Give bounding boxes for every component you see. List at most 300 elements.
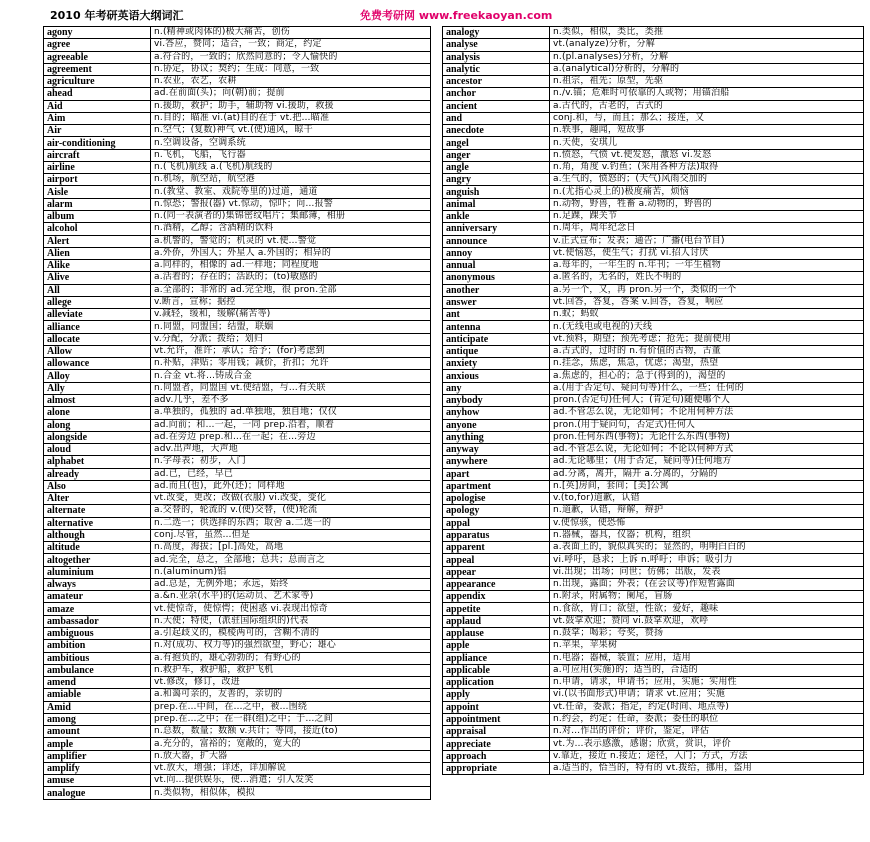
vocab-row xyxy=(44,713,431,725)
headword: among xyxy=(44,713,151,725)
headword: appointment xyxy=(443,713,550,725)
headword: ambition xyxy=(44,640,151,652)
headword: apartment xyxy=(443,480,550,492)
definition: a.外侨，外国人；外星人 a.外国的；相异的 xyxy=(151,247,431,259)
definition: a.表面上的，貌似真实的；显然的，明明白白的 xyxy=(550,542,864,554)
definition: ad.完全，总之，全部地；总共；总而言之 xyxy=(151,554,431,566)
headword: allocate xyxy=(44,333,151,345)
headword: anyway xyxy=(443,444,550,456)
definition: vt.向…提供娱乐，使…消遣；引人发笑 xyxy=(151,775,431,787)
vocab-row xyxy=(443,309,864,321)
headword: already xyxy=(44,468,151,480)
vocab-row xyxy=(443,88,864,100)
definition: vt.回答，答复，答案 v.回答，答复，响应 xyxy=(550,296,864,308)
headword: applause xyxy=(443,628,550,640)
headword: appear xyxy=(443,566,550,578)
headword: anniversary xyxy=(443,223,550,235)
headword: antique xyxy=(443,345,550,357)
vocab-row xyxy=(443,186,864,198)
definition: n.目的；瞄准 vi.(at)目的在于 vt.把…瞄准 xyxy=(151,112,431,124)
headword: anyone xyxy=(443,419,550,431)
headword: aluminium xyxy=(44,566,151,578)
vocab-row xyxy=(443,505,864,517)
headword: apologise xyxy=(443,493,550,505)
definition: prep.在…中间，在…之中，被…围绕 xyxy=(151,701,431,713)
headword: Alloy xyxy=(44,370,151,382)
headword: always xyxy=(44,578,151,590)
definition: n.机场，航空站，航空港 xyxy=(151,174,431,186)
definition: n.蚁；蚂蚁 xyxy=(550,309,864,321)
definition: n.足踝，踝关节 xyxy=(550,210,864,222)
vocab-row xyxy=(44,284,431,296)
definition: n.空气；(复数)神气 vt.(使)通风，晾干 xyxy=(151,125,431,137)
vocab-row xyxy=(443,125,864,137)
vocab-row xyxy=(443,517,864,529)
headword: amuse xyxy=(44,775,151,787)
vocab-row xyxy=(44,738,431,750)
definition: n.角，角度 v.钓鱼；(采用各种方法)取得 xyxy=(550,161,864,173)
definition: n./v.锚；危难时可依靠的人或物；用锚泊船 xyxy=(550,88,864,100)
headword: approach xyxy=(443,750,550,762)
headword: anxious xyxy=(443,370,550,382)
definition: a.古代的，古老的，古式的 xyxy=(550,100,864,112)
definition: n.(尤指心灵上的)极度痛苦，烦恼 xyxy=(550,186,864,198)
definition: n.附录，附属物；阑尾，盲肠 xyxy=(550,591,864,603)
vocab-row xyxy=(443,554,864,566)
headword: anything xyxy=(443,431,550,443)
vocab-row xyxy=(44,628,431,640)
definition: n.救护车，救护船，救护飞机 xyxy=(151,664,431,676)
headword: apparent xyxy=(443,542,550,554)
definition: v.正式宣布；发表；通告；广播(电台节目) xyxy=(550,235,864,247)
definition: n.苹果，苹果树 xyxy=(550,640,864,652)
vocab-row xyxy=(443,480,864,492)
vocab-row xyxy=(44,198,431,210)
headword: alternative xyxy=(44,517,151,529)
headword: anecdote xyxy=(443,125,550,137)
vocab-row xyxy=(44,726,431,738)
definition: n.援助，救护；助手，辅助物 vi.援助，救援 xyxy=(151,100,431,112)
headword: alleviate xyxy=(44,309,151,321)
definition: n.申请，请求，申请书；应用，实施；实用性 xyxy=(550,677,864,689)
vocab-row xyxy=(44,701,431,713)
headword: and xyxy=(443,112,550,124)
vocab-row xyxy=(443,321,864,333)
vocab-row xyxy=(443,358,864,370)
headword: agreeable xyxy=(44,51,151,63)
definition: ad.总是，无例外地；永远，始终 xyxy=(151,578,431,590)
headword: amplifier xyxy=(44,750,151,762)
vocab-row xyxy=(443,664,864,676)
definition: n.酒精，乙醇；含酒精的饮料 xyxy=(151,223,431,235)
headword: angel xyxy=(443,137,550,149)
headword: alphabet xyxy=(44,456,151,468)
vocab-row xyxy=(443,333,864,345)
headword: All xyxy=(44,284,151,296)
vocab-row xyxy=(443,296,864,308)
headword: alliance xyxy=(44,321,151,333)
headword: appearance xyxy=(443,578,550,590)
vocab-row xyxy=(443,63,864,75)
definition: pron.(否定句)任何人；(肯定句)随便哪个人 xyxy=(550,394,864,406)
vocab-row xyxy=(44,431,431,443)
definition: n.周年，周年纪念日 xyxy=(550,223,864,235)
vocab-row xyxy=(443,431,864,443)
headword: agreement xyxy=(44,63,151,75)
definition: n.高度，海拔；[pl.]高处，高地 xyxy=(151,542,431,554)
definition: n.同盟，同盟国；结盟，联姻 xyxy=(151,321,431,333)
headword: anguish xyxy=(443,186,550,198)
headword: Aid xyxy=(44,100,151,112)
definition: vi.(以书面形式)申请；请求 vt.应用；实施 xyxy=(550,689,864,701)
definition: n.对…作出的评价；评价，鉴定，评估 xyxy=(550,726,864,738)
vocab-row xyxy=(443,591,864,603)
vocab-row xyxy=(44,247,431,259)
definition: vt.放大，增强；详述，详加解说 xyxy=(151,762,431,774)
vocab-row xyxy=(44,27,431,39)
vocab-row xyxy=(443,284,864,296)
definition: vi.答应，赞同；适合，一致；商定，约定 xyxy=(151,39,431,51)
vocab-row xyxy=(44,689,431,701)
vocab-row xyxy=(44,505,431,517)
headword: apart xyxy=(443,468,550,480)
definition: a.充分的，富裕的；宽敞的，宽大的 xyxy=(151,738,431,750)
headword: Aisle xyxy=(44,186,151,198)
document-title: 2010 年考研英语大纲词汇 xyxy=(50,9,184,22)
definition: a.(用于否定句、疑问句等)什么，一些；任何的 xyxy=(550,382,864,394)
definition: v.使惊骇，使恐怖 xyxy=(550,517,864,529)
vocab-row xyxy=(44,161,431,173)
headword: allowance xyxy=(44,358,151,370)
headword: anticipate xyxy=(443,333,550,345)
vocab-row xyxy=(443,149,864,161)
definition: n.天使，安琪儿 xyxy=(550,137,864,149)
definition: prep.在…之中；在一群(组)之中；于…之间 xyxy=(151,713,431,725)
vocab-row xyxy=(443,161,864,173)
vocab-row xyxy=(443,27,864,39)
definition: n.合金 vt.将…铸成合金 xyxy=(151,370,431,382)
headword: alcohol xyxy=(44,223,151,235)
definition: vi.呼吁，恳求；上诉 n.呼吁；申诉；吸引力 xyxy=(550,554,864,566)
definition: pron.(用于疑问句，否定式)任何人 xyxy=(550,419,864,431)
headword: ankle xyxy=(443,210,550,222)
definition: pron.任何东西(事物)；无论什么东西(事物) xyxy=(550,431,864,443)
definition: n.惊恐；警报(器) vt.惊动，惊吓；向…报警 xyxy=(151,198,431,210)
definition: adv.出声地，大声地 xyxy=(151,444,431,456)
vocab-row xyxy=(44,493,431,505)
definition: vt.任命，委派；指定，约定(时间、地点等) xyxy=(550,701,864,713)
definition: a.另一个，又，再 pron.另一个，类似的一个 xyxy=(550,284,864,296)
headword: airline xyxy=(44,161,151,173)
headword: anyhow xyxy=(443,407,550,419)
definition: n.总数，数量；数额 v.共计；等同，接近(to) xyxy=(151,726,431,738)
vocab-row xyxy=(443,468,864,480)
headword: analyse xyxy=(443,39,550,51)
vocab-row xyxy=(443,677,864,689)
headword: air-conditioning xyxy=(44,137,151,149)
headword: appropriate xyxy=(443,762,550,774)
headword: antenna xyxy=(443,321,550,333)
definition: n.类似物，相似体，模拟 xyxy=(151,787,431,799)
headword: animal xyxy=(443,198,550,210)
definition: n.挂念，焦虑，焦急，忧虑；渴望，热望 xyxy=(550,358,864,370)
vocab-row xyxy=(44,468,431,480)
headword: airport xyxy=(44,174,151,186)
headword: apparatus xyxy=(443,529,550,541)
headword: appraisal xyxy=(443,726,550,738)
vocab-row xyxy=(443,566,864,578)
definition: n.(飞机)航线 a.(飞机)航线的 xyxy=(151,161,431,173)
definition: n.(无线电或电视的)天线 xyxy=(550,321,864,333)
vocab-row xyxy=(44,578,431,590)
vocab-row xyxy=(443,272,864,284)
headword: appliance xyxy=(443,652,550,664)
vocab-row xyxy=(44,775,431,787)
vocab-row xyxy=(44,640,431,652)
definition: n.动物，野兽，牲畜 a.动物的，野兽的 xyxy=(550,198,864,210)
vocab-row xyxy=(44,76,431,88)
vocab-row xyxy=(443,370,864,382)
definition: vt.鼓掌欢迎；赞同 vi.鼓掌欢迎，欢呼 xyxy=(550,615,864,627)
headword: anonymous xyxy=(443,272,550,284)
vocab-row xyxy=(443,726,864,738)
headword: annual xyxy=(443,260,550,272)
definition: n.农业，农艺，农耕 xyxy=(151,76,431,88)
vocab-row xyxy=(443,210,864,222)
definition: n.同盟者，同盟国 vt.使结盟，与…有关联 xyxy=(151,382,431,394)
vocab-row xyxy=(443,628,864,640)
definition: a.匿名的，无名的，姓氏不明的 xyxy=(550,272,864,284)
vocab-row xyxy=(44,63,431,75)
headword: apology xyxy=(443,505,550,517)
vocab-row xyxy=(44,787,431,799)
vocab-row xyxy=(443,603,864,615)
definition: ad.不管怎么说，无论如何；不论用何种方法 xyxy=(550,407,864,419)
definition: n.愤怒，气愤 vt.使发怒，激怒 vi.发怒 xyxy=(550,149,864,161)
headword: Alien xyxy=(44,247,151,259)
headword: agony xyxy=(44,27,151,39)
vocab-row xyxy=(44,529,431,541)
definition: ad.在旁边 prep.和…在一起；在…旁边 xyxy=(151,431,431,443)
headword: appeal xyxy=(443,554,550,566)
headword: Aim xyxy=(44,112,151,124)
vocab-row xyxy=(44,39,431,51)
vocab-row xyxy=(44,296,431,308)
headword: amiable xyxy=(44,689,151,701)
vocab-table-left xyxy=(43,26,431,800)
vocab-row xyxy=(44,174,431,186)
vocab-row xyxy=(44,444,431,456)
vocab-row xyxy=(443,76,864,88)
vocab-row xyxy=(443,419,864,431)
vocab-row xyxy=(443,738,864,750)
definition: n.约会，约定；任命，委派；委任的职位 xyxy=(550,713,864,725)
headword: appendix xyxy=(443,591,550,603)
definition: n.器械，器具，仪器；机构，组织 xyxy=(550,529,864,541)
headword: apply xyxy=(443,689,550,701)
vocab-row xyxy=(443,394,864,406)
definition: conj.和，与，而且；那么；接连，又 xyxy=(550,112,864,124)
vocab-row xyxy=(44,480,431,492)
definition: vt.预料，期望；预先考虑；抢先；提前使用 xyxy=(550,333,864,345)
headword: alongside xyxy=(44,431,151,443)
definition: n.飞机，飞船，飞行器 xyxy=(151,149,431,161)
headword: Alter xyxy=(44,493,151,505)
vocab-row xyxy=(44,272,431,284)
definition: a.适当的，恰当的，特有的 vt.拨给，挪用，盗用 xyxy=(550,762,864,774)
definition: a.全部的；非常的 ad.完全地，很 pron.全部 xyxy=(151,284,431,296)
headword: altogether xyxy=(44,554,151,566)
vocab-row xyxy=(443,112,864,124)
definition: n.空调设备，空调系统 xyxy=(151,137,431,149)
vocab-row xyxy=(443,456,864,468)
definition: vt.使恼怒，使生气；打扰 vi.招人讨厌 xyxy=(550,247,864,259)
vocab-row xyxy=(44,762,431,774)
vocab-row xyxy=(443,198,864,210)
headword: ant xyxy=(443,309,550,321)
vocab-row xyxy=(44,333,431,345)
definition: a.符合的，一致的；欣然同意的；令人愉快的 xyxy=(151,51,431,63)
headword: applicable xyxy=(443,664,550,676)
vocab-row xyxy=(443,701,864,713)
headword: Amid xyxy=(44,701,151,713)
definition: n.[英]房间，套间；[美]公寓 xyxy=(550,480,864,492)
headword: Ally xyxy=(44,382,151,394)
headword: anywhere xyxy=(443,456,550,468)
definition: n.祖宗，祖先；原型，先驱 xyxy=(550,76,864,88)
vocab-row xyxy=(443,529,864,541)
headword: Alert xyxy=(44,235,151,247)
vocab-row xyxy=(443,39,864,51)
definition: n.鼓掌；喝彩；夸奖，赞扬 xyxy=(550,628,864,640)
vocab-row xyxy=(44,358,431,370)
headword: analogy xyxy=(443,27,550,39)
definition: n.(pl.analyses)分析，分解 xyxy=(550,51,864,63)
definition: ad.向前；和…一起，一同 prep.沿着，顺着 xyxy=(151,419,431,431)
vocab-row xyxy=(44,260,431,272)
definition: vt.修改，修订，改进 xyxy=(151,677,431,689)
headword: analytic xyxy=(443,63,550,75)
definition: n.对(成功、权力等)的强烈欲望，野心；雄心 xyxy=(151,640,431,652)
vocab-row xyxy=(44,88,431,100)
vocab-row xyxy=(44,210,431,222)
definition: a.单独的，孤独的 ad.单独地，独自地；仅仅 xyxy=(151,407,431,419)
headword: anchor xyxy=(443,88,550,100)
vocab-row xyxy=(44,591,431,603)
definition: v.分配，分派；拨给；划归 xyxy=(151,333,431,345)
vocab-row xyxy=(44,419,431,431)
vocab-row xyxy=(44,321,431,333)
vocab-row xyxy=(443,407,864,419)
headword: along xyxy=(44,419,151,431)
vocab-row xyxy=(44,137,431,149)
vocab-row xyxy=(443,223,864,235)
headword: announce xyxy=(443,235,550,247)
headword: ambitious xyxy=(44,652,151,664)
headword: Alive xyxy=(44,272,151,284)
definition: a.和蔼可亲的，友善的，亲切的 xyxy=(151,689,431,701)
definition: v.(to,for)道歉，认错 xyxy=(550,493,864,505)
definition: n.(精神或肉体的)极大痛苦，创伤 xyxy=(151,27,431,39)
definition: n.字母表；初步，入门 xyxy=(151,456,431,468)
headword: although xyxy=(44,529,151,541)
definition: ad.已，已经，早已 xyxy=(151,468,431,480)
definition: ad.无论哪里；(用于否定，疑问等)任何地方 xyxy=(550,456,864,468)
vocab-row xyxy=(443,260,864,272)
vocab-row xyxy=(44,677,431,689)
definition: conj.尽管，虽然…但是 xyxy=(151,529,431,541)
definition: a.古式的，过时的 n.有价值的古物，古董 xyxy=(550,345,864,357)
definition: n.出现，露面；外表；(在会议等)作短暂露面 xyxy=(550,578,864,590)
definition: n.道歉，认错，辩解，辩护 xyxy=(550,505,864,517)
vocab-row xyxy=(443,137,864,149)
headword: another xyxy=(443,284,550,296)
headword: aircraft xyxy=(44,149,151,161)
vocab-row xyxy=(443,750,864,762)
definition: n.(教堂、教室、戏院等里的)过道，通道 xyxy=(151,186,431,198)
definition: n.补贴，津贴；零用钱；减价，折扣；允许 xyxy=(151,358,431,370)
headword: ambulance xyxy=(44,664,151,676)
vocab-row xyxy=(44,186,431,198)
headword: answer xyxy=(443,296,550,308)
vocab-row xyxy=(44,345,431,357)
headword: allege xyxy=(44,296,151,308)
headword: amplify xyxy=(44,762,151,774)
headword: anger xyxy=(443,149,550,161)
headword: angry xyxy=(443,174,550,186)
vocab-row xyxy=(443,51,864,63)
definition: ad.分离，离开，隔开 a.分离的，分隔的 xyxy=(550,468,864,480)
vocab-row xyxy=(44,517,431,529)
headword: agree xyxy=(44,39,151,51)
definition: n.(aluminum)铝 xyxy=(151,566,431,578)
definition: a.同样的，相像的 ad.一样地；同程度地 xyxy=(151,260,431,272)
vocab-row xyxy=(44,100,431,112)
headword: album xyxy=(44,210,151,222)
vocab-row xyxy=(443,615,864,627)
headword: anxiety xyxy=(443,358,550,370)
definition: vt.改变，更改；改做(衣服) vi.改变，变化 xyxy=(151,493,431,505)
definition: n.食欲，胃口；欲望，性欲；爱好，趣味 xyxy=(550,603,864,615)
definition: v.减轻，缓和，缓解(痛苦等) xyxy=(151,309,431,321)
definition: vt.为…表示感激，感谢；欣赏，赏识，评价 xyxy=(550,738,864,750)
vocab-row xyxy=(443,542,864,554)
headword: analogue xyxy=(44,787,151,799)
headword: amateur xyxy=(44,591,151,603)
vocab-row xyxy=(44,554,431,566)
vocab-row xyxy=(443,713,864,725)
headword: aloud xyxy=(44,444,151,456)
vocab-row xyxy=(44,223,431,235)
definition: vt.允许，准许；承认；给予；(for)考虑到 xyxy=(151,345,431,357)
headword: ambassador xyxy=(44,615,151,627)
vocab-row xyxy=(44,370,431,382)
vocab-row xyxy=(44,456,431,468)
headword: Also xyxy=(44,480,151,492)
definition: ad.不管怎么说，无论如何；不论以何种方式 xyxy=(550,444,864,456)
headword: Air xyxy=(44,125,151,137)
vocab-row xyxy=(44,664,431,676)
vocab-row xyxy=(443,689,864,701)
vocab-row xyxy=(44,394,431,406)
vocab-row xyxy=(44,566,431,578)
vocab-row xyxy=(44,112,431,124)
headword: ancient xyxy=(443,100,550,112)
page-header xyxy=(42,3,862,25)
headword: amaze xyxy=(44,603,151,615)
headword: apple xyxy=(443,640,550,652)
site-watermark: 免费考研网 www.freekaoyan.com xyxy=(360,9,553,22)
